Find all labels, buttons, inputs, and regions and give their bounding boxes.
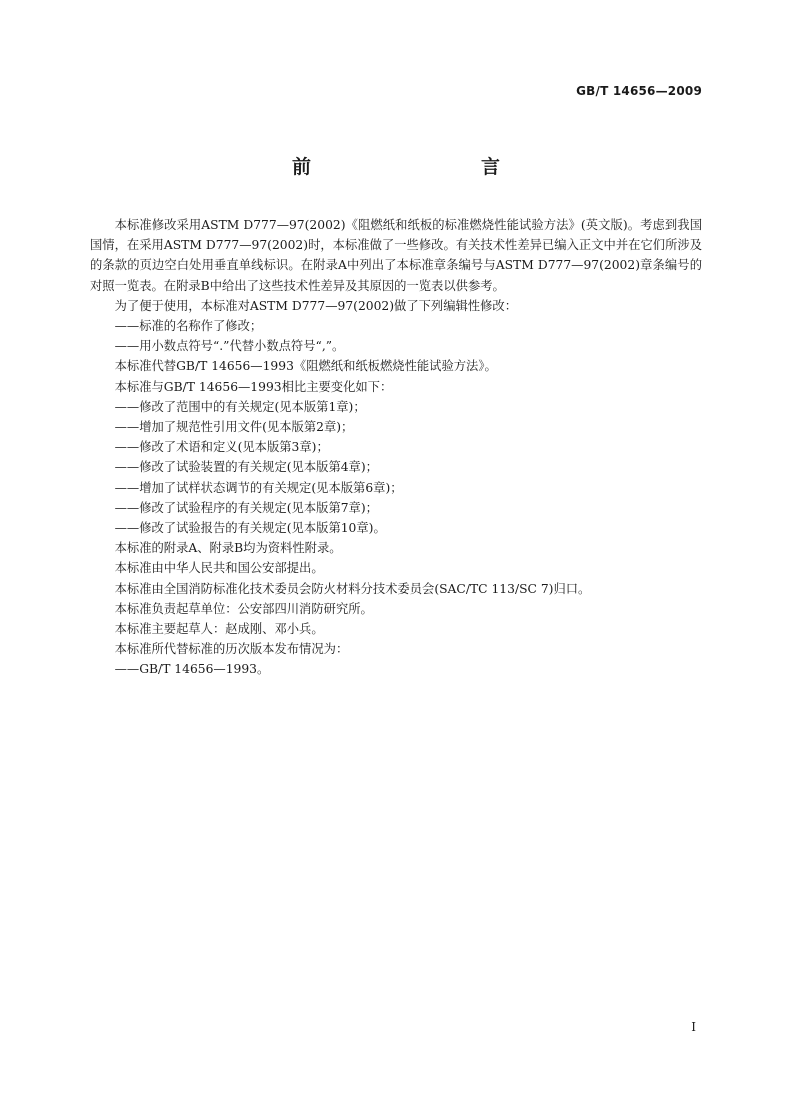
list-item: ——修改了范围中的有关规定(见本版第1章)； <box>114 399 366 414</box>
text-line: 本标准由全国消防标准化技术委员会防火材料分技术委员会(SAC/TC 113/SC 7)归口。 <box>114 581 591 596</box>
list-item: ——修改了术语和定义(见本版第3章)； <box>114 440 329 455</box>
text-line: 本标准所代替标准的历次版本发布情况为： <box>114 642 349 657</box>
page-title: 前 言 <box>291 156 544 178</box>
text-line: 本标准由中华人民共和国公安部提出。 <box>114 561 324 576</box>
list-item: ——修改了试验程序的有关规定(见本版第7章)； <box>114 500 378 515</box>
text-line: 本标准主要起草人：赵成刚、邓小兵。 <box>114 622 324 637</box>
text-line: 本标准与GB/T 14656—1993相比主要变化如下： <box>114 379 393 394</box>
standard-code: GB/T 14656—2009 <box>576 84 702 98</box>
text-line: 本标准代替GB/T 14656—1993《阻燃纸和纸板燃烧性能试验方法》。 <box>114 359 497 374</box>
intro-paragraph: 本标准修改采用ASTM D777—97(2002)《阻燃纸和纸板的标准燃烧性能试验方法》(英文版)。考虑到我国国情，在采用ASTM D777—97(2002)时，本标准做了一些修改。有关技术性差异已编入正文中并在它们所涉及的条款的页边空白处用垂直单线标识。在附录A中列出了本标准章条编号与ASTM D777—97(2002)章条编号的对照一览表。在附录B中给出了这些技术性差异及其原因的一览表以供参考。 <box>90 218 702 293</box>
list-item: ——修改了试验装置的有关规定(见本版第4章)； <box>114 460 378 475</box>
list-item: ——修改了试验报告的有关规定(见本版第10章)。 <box>114 521 386 536</box>
text-line: 本标准的附录A、附录B均为资料性附录。 <box>114 541 342 556</box>
text-line: 本标准负责起草单位：公安部四川消防研究所。 <box>114 601 373 616</box>
document-body <box>90 215 702 680</box>
list-item: ——GB/T 14656—1993。 <box>114 662 270 677</box>
list-item: ——标准的名称作了修改； <box>114 319 263 334</box>
page-number: I <box>691 1020 696 1034</box>
list-item: ——增加了试样状态调节的有关规定(见本版第6章)； <box>114 480 403 495</box>
list-item: ——增加了规范性引用文件(见本版第2章)； <box>114 420 354 435</box>
text-line: 为了便于使用，本标准对ASTM D777—97(2002)做了下列编辑性修改： <box>114 298 517 313</box>
list-item: ——用小数点符号“.”代替小数点符号“,”。 <box>114 339 345 354</box>
